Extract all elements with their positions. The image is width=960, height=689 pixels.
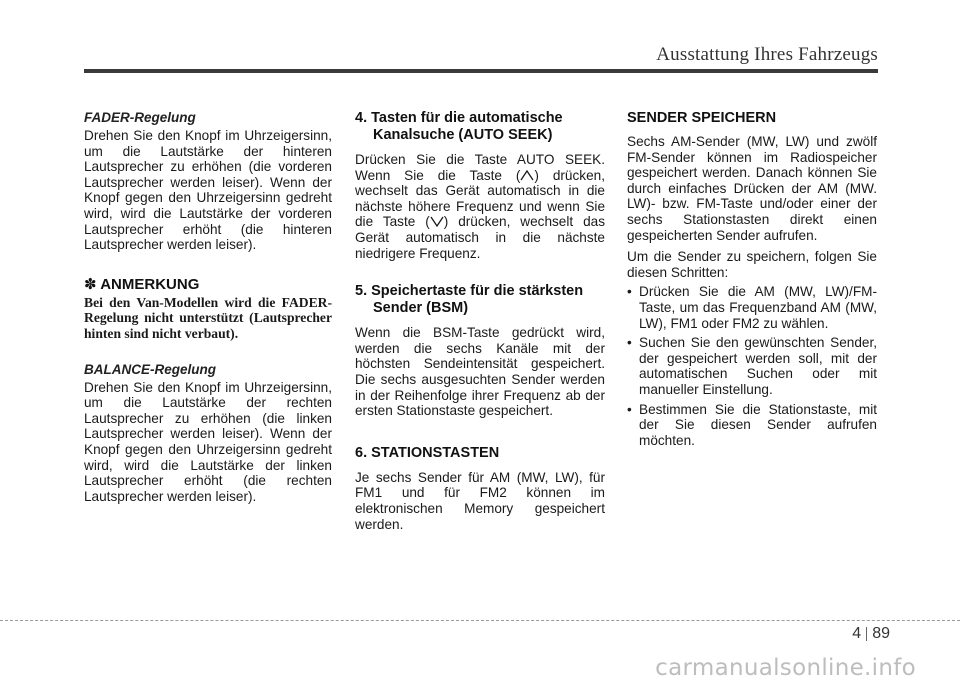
auto-seek-heading: 4. Tasten für die automatische Kanalsuche (AUTO SEEK) — [355, 110, 563, 143]
chapter-number: 4 — [852, 625, 862, 642]
list-item-text: Drücken Sie die AM (MW, LW)/FM-Taste, um das Frequenzband AM (MW, LW), FM1 oder FM2 zu wählen. — [639, 284, 877, 331]
store-stations-intro: Sechs AM-Sender (MW, LW) und zwölf FM-Sender können im Radiospeicher gespeichert werden. Danach können Sie durch einfaches Drücken der AM (MW. LW)- bzw. FM-Taste und/oder einer der sechs Stationstasten direkt einen gespeicherten Sender aufrufen. — [627, 134, 877, 243]
bullet-icon: • — [627, 284, 632, 300]
header-rule — [84, 69, 878, 73]
page-number-divider — [866, 627, 867, 641]
fader-text: Drehen Sie den Knopf im Uhrzeigersinn, um die Lautstärke der hinteren Lautsprecher zu erhöhen (die vorderen Lautsprecher werden leiser). Wenn der Knopf gegen den Uhrzeigersinn gedreht wird, wird die Lautstärke der vorderen Lautsprecher erhöht (die hinteren Lautsprecher werden leiser). — [84, 128, 332, 253]
page-number-value: 89 — [872, 625, 890, 642]
auto-seek-text-part2: ) drücken, wechselt das Gerät automatisch in die nächste höhere Frequenz und wenn Sie die Taste ( — [355, 167, 605, 230]
fader-heading: FADER-Regelung — [84, 110, 196, 125]
column-left — [84, 110, 332, 504]
bullet-icon: • — [627, 335, 632, 351]
station-buttons-heading: 6. STATIONSTASTEN — [355, 444, 500, 461]
watermark: carmanualsonline.info — [655, 655, 916, 681]
store-stations-heading: SENDER SPEICHERN — [627, 110, 777, 126]
list-item-text: Suchen Sie den gewünschten Sender, der gespeichert werden soll, mit der automatischen Suchen oder mit manueller Einstellung. — [639, 335, 877, 397]
note-heading-label: ANMERKUNG — [100, 275, 200, 293]
column-middle — [355, 110, 605, 532]
balance-text: Drehen Sie den Knopf im Uhrzeigersinn, um die Lautstärke der rechten Lautsprecher zu erhöhen (die linken Lautsprecher werden leiser). Wenn der Knopf gegen den Uhrzeigersinn gedreht wird, wird die Lautstärke der linken Lautsprecher erhöht (die rechten Lautsprecher werden leiser). — [84, 379, 332, 504]
bsm-heading: 5. Speichertaste für die stärksten Sender (BSM) — [355, 283, 584, 317]
list-item — [627, 402, 877, 449]
store-steps-list — [627, 284, 877, 448]
auto-seek-text — [355, 152, 605, 261]
note-symbol-icon: ✽ — [84, 275, 97, 293]
note-heading — [84, 275, 332, 293]
bsm-text: Wenn die BSM-Taste gedrückt wird, werden die sechs Kanäle mit der höchsten Sendeintensität gespeichert. Die sechs ausgesuchten Sender werden in der Reihenfolge ihrer Frequenz ab der ersten Stationstaste gespeichert. — [355, 325, 605, 419]
list-item — [627, 335, 877, 397]
bullet-icon: • — [627, 401, 632, 417]
auto-seek-text-part3: ) drücken, wechselt das Gerät automatisch in die nächste niedrigere Frequenz. — [355, 214, 605, 261]
store-steps-intro: Um die Sender zu speichern, folgen Sie diesen Schritten: — [627, 249, 877, 280]
note-text: Bei den Van-Modellen wird die FADER-Regelung nicht unterstützt (Lautsprecher hinten sind nicht verbaut). — [84, 294, 332, 341]
auto-seek-text-part1: Drücken Sie die Taste AUTO SEEK. Wenn Sie die Taste ( — [355, 152, 605, 183]
seek-down-icon — [430, 216, 444, 227]
running-header-title: Ausstattung Ihres Fahrzeugs — [656, 44, 878, 65]
footer-rule — [0, 620, 960, 621]
column-right — [627, 110, 877, 452]
seek-up-icon — [520, 170, 534, 181]
page-number — [852, 625, 890, 643]
list-item-text: Bestimmen Sie die Stationstaste, mit der Sie diesen Sender aufrufen möchten. — [639, 401, 877, 448]
list-item — [627, 284, 877, 331]
balance-heading: BALANCE-Regelung — [84, 361, 216, 377]
station-buttons-text: Je sechs Sender für AM (MW, LW), für FM1 und für FM2 können im elektronischen Memory gespeichert werden. — [355, 469, 605, 532]
